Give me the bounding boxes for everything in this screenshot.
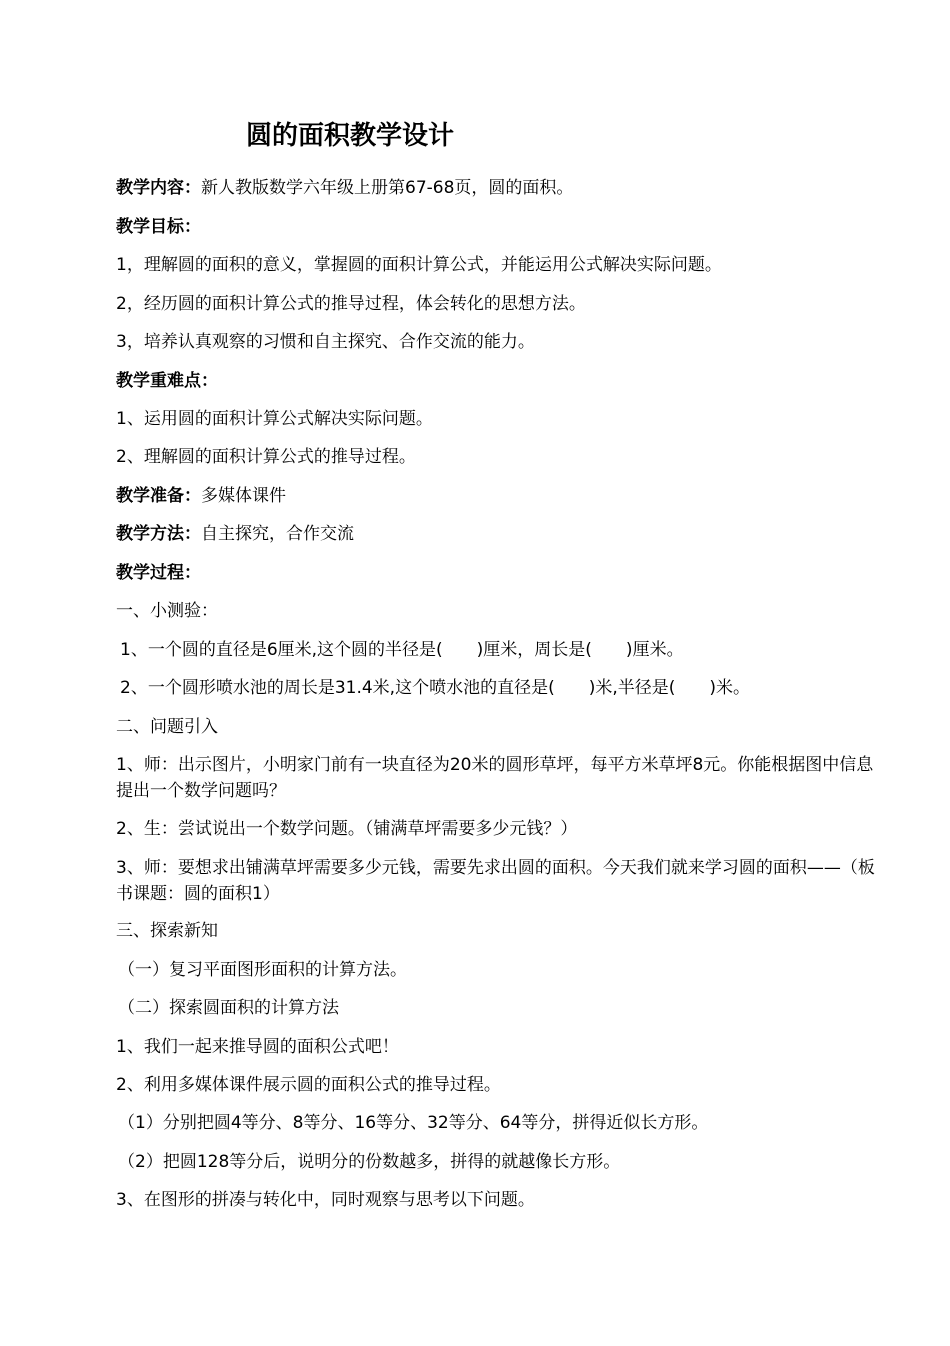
prep-text: 多媒体课件 (201, 486, 286, 506)
paragraph: 3、师：要想求出铺满草坪需要多少元钱，需要先求出圆的面积。今天我们就来学习圆的面积——（板书课题：圆的面积1） (116, 858, 875, 904)
page-title: 圆的面积教学设计 (246, 121, 455, 151)
paragraph: （2）把圆128等分后，说明分的份数越多，拼得的就越像长方形。 (118, 1152, 621, 1172)
content-label: 教学内容： (116, 178, 201, 198)
method-line (116, 521, 876, 547)
goal-item: 2，经历圆的面积计算公式的推导过程，体会转化的思想方法。 (116, 294, 586, 314)
goals-label: 教学目标： (116, 217, 201, 237)
quiz-question: 2、一个圆形喷水池的周长是31.4米,这个喷水池的直径是( )米,半径是( )米。 (120, 678, 751, 698)
paragraph: 1、我们一起来推导圆的面积公式吧！ (116, 1037, 399, 1057)
content-text: 新人教版数学六年级上册第67-68页，圆的面积。 (201, 178, 574, 198)
keypoints-label: 教学重难点： (116, 371, 218, 391)
section-heading: 二、问题引入 (116, 717, 218, 737)
method-label: 教学方法： (116, 524, 201, 544)
keypoint-item: 1、运用圆的面积计算公式解决实际问题。 (116, 409, 433, 429)
paragraph: 2、生：尝试说出一个数学问题。（铺满草坪需要多少元钱？） (116, 819, 578, 839)
paragraph: （1）分别把圆4等分、8等分、16等分、32等分、64等分，拼得近似长方形。 (118, 1113, 709, 1133)
keypoint-item: 2、理解圆的面积计算公式的推导过程。 (116, 447, 416, 467)
method-text: 自主探究，合作交流 (201, 524, 354, 544)
goal-item: 1，理解圆的面积的意义，掌握圆的面积计算公式，并能运用公式解决实际问题。 (116, 255, 722, 275)
content-line (116, 175, 876, 201)
section-heading: 一、小测验： (116, 601, 218, 621)
section-heading: 三、探索新知 (116, 921, 218, 941)
quiz-question: 1、一个圆的直径是6厘米,这个圆的半径是( )厘米，周长是( )厘米。 (120, 640, 684, 660)
prep-line (116, 483, 876, 509)
process-label: 教学过程： (116, 563, 201, 583)
paragraph: 1、师：出示图片，小明家门前有一块直径为20米的圆形草坪，每平方米草坪8元。你能根据图中信息提出一个数学问题吗？ (116, 755, 874, 801)
subsection-heading: （二）探索圆面积的计算方法 (118, 998, 339, 1018)
subsection-heading: （一）复习平面图形面积的计算方法。 (118, 960, 407, 980)
prep-label: 教学准备： (116, 486, 201, 506)
paragraph: 2、利用多媒体课件展示圆的面积公式的推导过程。 (116, 1075, 501, 1095)
goal-item: 3，培养认真观察的习惯和自主探究、合作交流的能力。 (116, 332, 535, 352)
paragraph: 3、在图形的拼凑与转化中，同时观察与思考以下问题。 (116, 1190, 535, 1210)
